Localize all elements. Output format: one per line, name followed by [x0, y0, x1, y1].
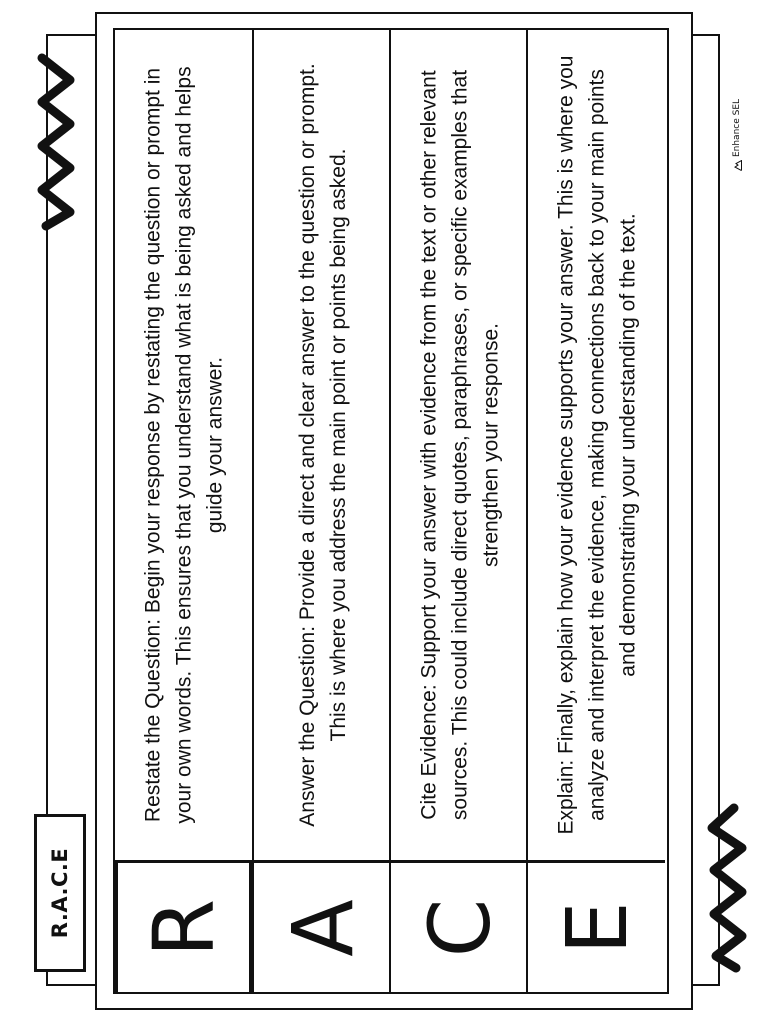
- mountain-logo-icon: [733, 160, 742, 171]
- table-row: [115, 30, 252, 992]
- letter-cell: [528, 860, 665, 992]
- brand-name: Enhance SEL: [732, 98, 742, 158]
- step-description: Restate the Question: Begin your response by restating the question or prompt in your own words. This ensures that you understand what is being asked and helps guide your answer.: [141, 66, 226, 824]
- table-row: [252, 30, 391, 992]
- page-title: R.A.C.E: [48, 847, 72, 939]
- step-description: Explain: Finally, explain how your evidence supports your answer. This is where you analyze and interpret the evidence, making connections back to your main points and demonstrating your understanding of the text.: [554, 55, 639, 835]
- step-description: Cite Evidence: Support your answer with evidence from the text or other relevant sources. This could include direct quotes, paraphrases, or specific examples that strengthen your response.: [417, 69, 502, 821]
- zigzag-decoration-top-icon: [30, 48, 80, 234]
- title-box: [34, 814, 86, 972]
- description-cell: [254, 30, 391, 860]
- step-letter: A: [273, 898, 372, 957]
- description-cell: [528, 30, 665, 860]
- table-row: [389, 30, 528, 992]
- step-letter: E: [547, 900, 646, 955]
- letter-cell: [391, 860, 528, 992]
- table-row: [526, 30, 665, 992]
- race-table: [113, 28, 669, 994]
- step-letter: R: [134, 898, 233, 957]
- zigzag-decoration-right-icon: [704, 800, 754, 974]
- description-cell: [391, 30, 528, 860]
- brand-mark: [730, 90, 744, 180]
- step-letter: C: [410, 898, 509, 957]
- letter-cell: [115, 860, 252, 992]
- step-description: Answer the Question: Provide a direct and clear answer to the question or prompt. This is where you address the main point or points being asked.: [295, 63, 350, 827]
- description-cell: [115, 30, 252, 860]
- letter-cell: [254, 860, 391, 992]
